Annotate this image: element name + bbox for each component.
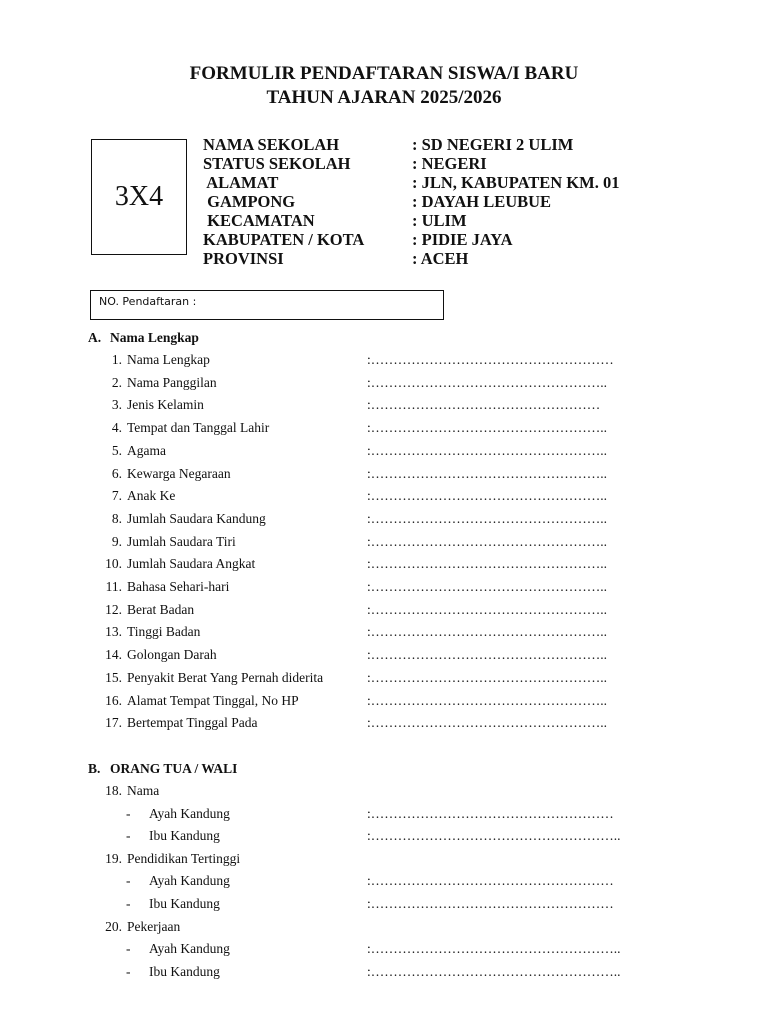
form-subfield-row [0,941,768,961]
school-info-value: : PIDIE JAYA [412,230,513,249]
field-fill-line[interactable]: :…………………………………………….. [367,374,608,390]
field-label: Jenis Kelamin [127,397,204,413]
field-fill-line[interactable]: :…………………………………………….. [367,601,608,617]
field-number: 14. [105,647,122,663]
field-label: Alamat Tempat Tinggal, No HP [127,692,299,708]
form-subfield-row [0,873,768,893]
field-fill-line[interactable]: :…………………………………………… [367,397,601,413]
field-label: Ibu Kandung [149,828,220,844]
field-label: Golongan Darah [127,647,217,663]
field-number: 10. [105,556,122,572]
field-number: 6. [111,465,122,481]
field-label: Ibu Kandung [149,963,220,979]
form-subfield-row [0,828,768,848]
field-label: Nama [127,783,160,798]
bullet-dash: - [126,963,131,979]
form-field-row [0,715,768,735]
field-fill-line[interactable]: :…………………………………………….. [367,669,608,685]
form-group-row [0,851,768,871]
bullet-dash: - [126,873,131,889]
form-field-row [0,420,768,440]
field-fill-line[interactable]: :……………………………………………….. [367,963,621,979]
field-label: Anak Ke [127,488,176,504]
field-fill-line[interactable]: :…………………………………………….. [367,579,608,594]
field-number: 1. [111,352,122,367]
section-a-letter: A. [88,330,102,345]
field-fill-line[interactable]: :…………………………………………….. [367,715,608,731]
field-fill-line[interactable]: :……………………………………………….. [367,941,621,957]
field-label: Ayah Kandung [149,873,230,889]
form-group-row [0,919,768,939]
field-fill-line[interactable]: :…………………………………………….. [367,692,608,708]
school-info-value: : JLN, KABUPATEN KM. 01 [412,173,620,192]
form-field-row [0,488,768,508]
section-b-title: ORANG TUA / WALI [110,761,238,776]
form-field-row [0,375,768,395]
school-info-label: PROVINSI [203,249,284,268]
field-number: 5. [111,442,122,458]
field-number: 7. [111,488,122,504]
field-label: Tinggi Badan [127,624,201,640]
form-subfield-row [0,964,768,984]
field-number: 8. [111,510,122,526]
form-field-row [0,556,768,576]
bullet-dash: - [126,941,131,957]
field-label: Ibu Kandung [149,896,220,911]
field-fill-line[interactable]: :……………………………………………… [367,352,614,367]
field-label: Bahasa Sehari-hari [127,579,230,594]
form-subfield-row [0,896,768,916]
field-fill-line[interactable]: :…………………………………………….. [367,488,608,504]
field-fill-line[interactable]: :…………………………………………….. [367,647,608,663]
form-field-row [0,511,768,531]
field-label: Agama [127,442,166,458]
school-info-value: : DAYAH LEUBUE [412,192,552,211]
bullet-dash: - [126,828,131,844]
field-label: Jumlah Saudara Angkat [127,556,256,572]
field-number: 13. [105,624,122,640]
form-subtitle: TAHUN AJARAN 2025/2026 [266,87,502,108]
field-number: 17. [105,715,122,731]
registration-number-box[interactable]: NO. Pendaftaran : [90,290,444,320]
field-label: Pendidikan Tertinggi [127,850,241,866]
field-number: 12. [105,601,122,617]
field-fill-line[interactable]: :……………………………………………… [367,805,614,821]
form-field-row [0,466,768,486]
field-number: 3. [111,397,122,413]
form-field-row [0,534,768,554]
form-field-row [0,352,768,372]
field-fill-line[interactable]: :…………………………………………….. [367,533,608,549]
form-field-row [0,602,768,622]
school-info-label: STATUS SEKOLAH [203,154,351,173]
field-fill-line[interactable]: :…………………………………………….. [367,510,608,526]
field-number: 19. [105,850,122,866]
section-b-letter: B. [88,761,101,776]
form-field-row [0,647,768,667]
field-fill-line[interactable]: :……………………………………………… [367,896,614,911]
field-label: Tempat dan Tanggal Lahir [127,420,270,436]
field-label: Pekerjaan [127,918,181,934]
field-label: Nama Lengkap [127,352,210,367]
form-group-row [0,783,768,803]
field-label: Berat Badan [127,601,195,617]
field-fill-line[interactable]: :…………………………………………….. [367,442,608,458]
field-number: 2. [111,374,122,390]
school-info-value: : ACEH [412,249,469,268]
field-fill-line[interactable]: :…………………………………………….. [367,556,608,572]
field-label: Jumlah Saudara Kandung [127,510,266,526]
form-field-row [0,624,768,644]
field-fill-line[interactable]: :……………………………………………… [367,873,614,889]
school-info-label: GAMPONG [203,192,296,211]
form-field-row [0,397,768,417]
school-info-label: KECAMATAN [203,211,315,230]
field-label: Bertempat Tinggal Pada [127,715,258,731]
field-label: Ayah Kandung [149,941,230,957]
form-subfield-row [0,806,768,826]
field-label: Jumlah Saudara Tiri [127,533,236,549]
field-label: Kewarga Negaraan [127,465,231,481]
form-field-row [0,670,768,690]
field-number: 16. [105,692,122,708]
school-info-label: ALAMAT [203,173,279,192]
field-number: 15. [105,669,122,685]
school-info-label: KABUPATEN / KOTA [203,230,365,249]
field-label: Ayah Kandung [149,805,230,821]
field-fill-line[interactable]: :……………………………………………….. [367,828,621,844]
field-fill-line[interactable]: :…………………………………………….. [367,624,608,640]
school-info-value: : SD NEGERI 2 ULIM [412,135,574,154]
bullet-dash: - [126,805,131,821]
field-number: 4. [111,420,122,436]
field-label: Penyakit Berat Yang Pernah diderita [127,669,324,685]
school-info-label: NAMA SEKOLAH [203,135,340,154]
field-fill-line[interactable]: :…………………………………………….. [367,465,608,481]
form-title: FORMULIR PENDAFTARAN SISWA/I BARU [189,63,579,84]
field-fill-line[interactable]: :…………………………………………….. [367,420,608,436]
school-info-value: : ULIM [412,211,467,230]
field-label: Nama Panggilan [127,374,217,390]
form-field-row [0,579,768,599]
section-a-title: Nama Lengkap [110,330,199,345]
field-number: 18. [105,783,122,798]
school-info-value: : NEGERI [412,154,487,173]
field-number: 11. [105,579,122,594]
photo-box: 3X4 [91,139,187,255]
bullet-dash: - [126,896,131,911]
form-field-row [0,443,768,463]
field-number: 9. [111,533,122,549]
form-field-row [0,693,768,713]
field-number: 20. [105,918,122,934]
